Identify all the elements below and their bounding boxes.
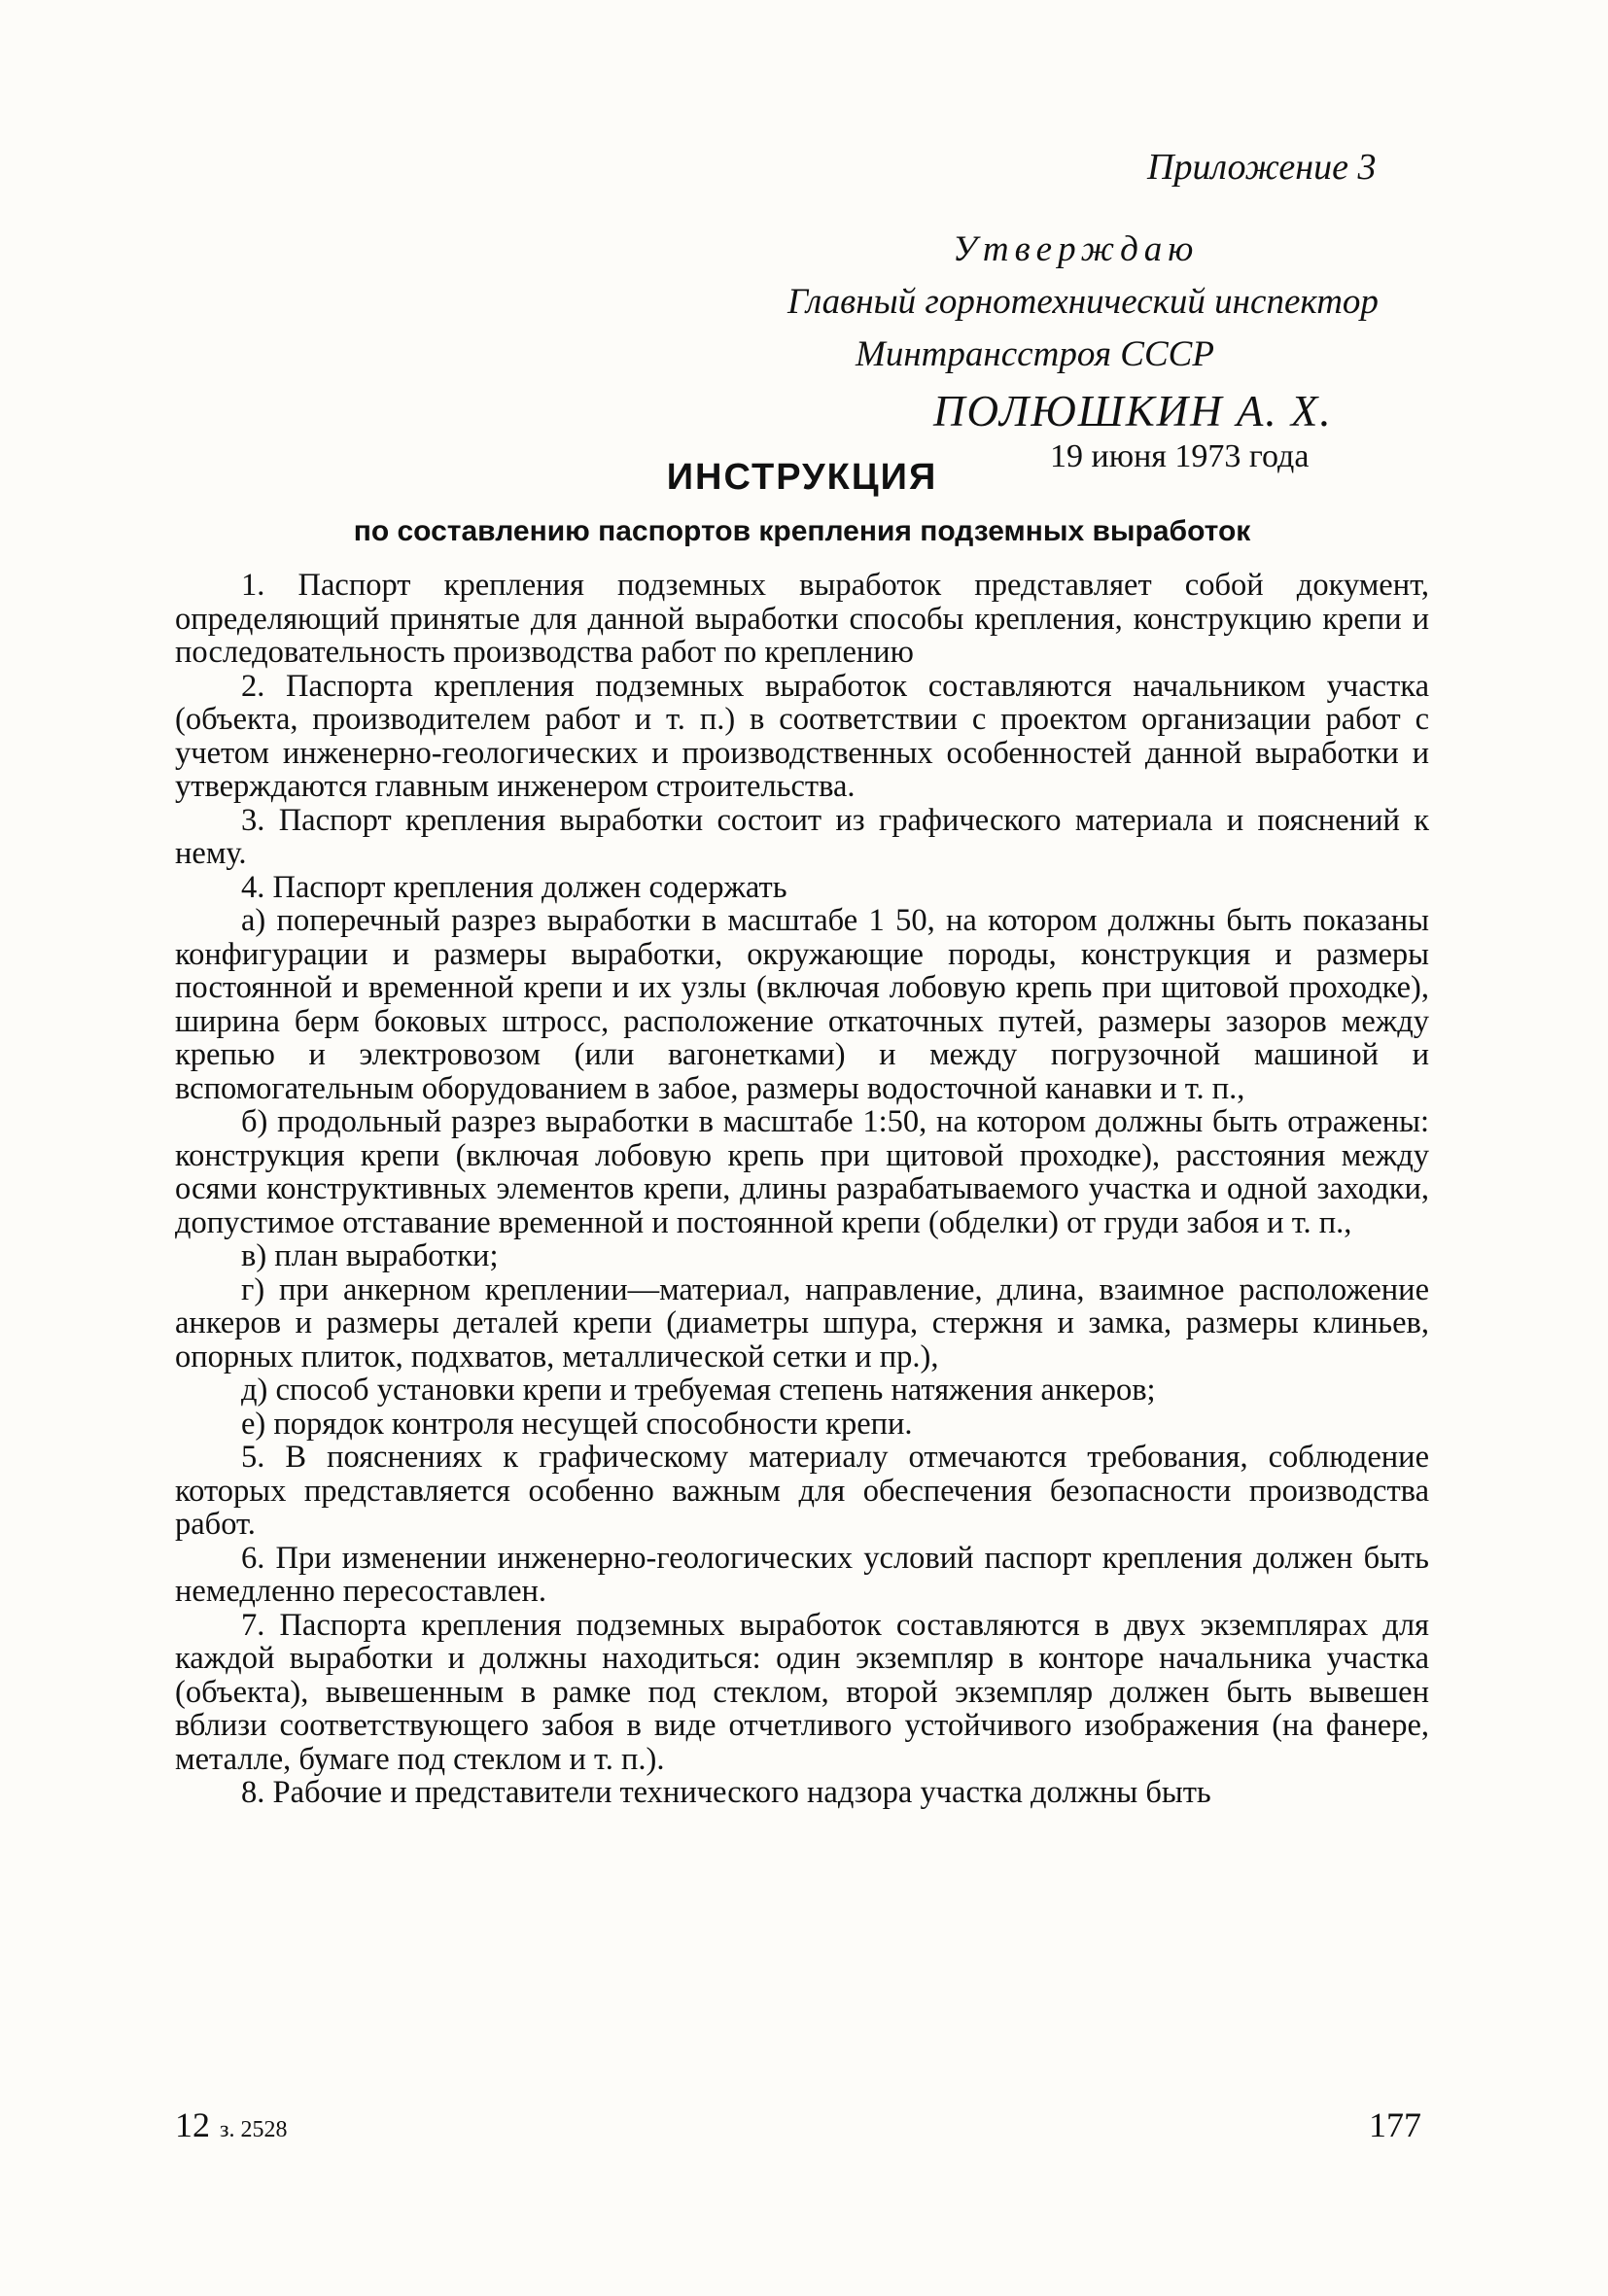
paragraph-4: 4. Паспорт крепления должен содержать — [241, 869, 787, 905]
document-body — [175, 569, 1429, 1810]
paragraph-4e: е) порядок контроля несущей способности крепи. — [241, 1406, 913, 1442]
document-subtitle: по составлению паспортов крепления подземных выработок — [353, 515, 1251, 547]
signature-mark: 12 — [175, 2105, 210, 2144]
approver-position-line1: Главный горнотехнический инспектор — [787, 282, 1379, 322]
approver-position-line2: Минтрансстроя СССР — [856, 334, 1214, 374]
approver-name: ПОЛЮШКИН А. Х. — [933, 387, 1333, 435]
approve-word: Утверждаю — [953, 229, 1200, 269]
order-code: з. 2528 — [220, 2117, 288, 2142]
paragraph-1: 1. Паспорт крепления подземных выработок представляет собой документ, определяющий принятые для данной выработки способы крепления, конструкцию крепи и последовательность производства работ по креплению — [175, 568, 1429, 670]
paragraph-3: 3. Паспорт крепления выработки состоит из графического материала и пояснений к нему. — [175, 802, 1429, 871]
paragraph-4a: а) поперечный разрез выработки в масштабе 1 50, на котором должны быть показаны конфигурации и размеры выработки, окружающие породы, конструкция и размеры постоянной и временной крепи и их узлы (включая лобовую крепь при щитовой проходке), ширина берм боковых штросс, расположение откаточных путей, размеры зазоров между крепью и электровозом (или вагонетками) и между погрузочной машиной и вспомогательным оборудованием в забое, размеры водосточной канавки и т. п., — [175, 903, 1429, 1106]
paragraph-4v: в) план выработки; — [241, 1238, 499, 1273]
paragraph-7: 7. Паспорта крепления подземных выработок составляются в двух экземплярах для каждой выработки и должны находиться: один экземпляр в конторе начальника участка (объекта), вывешенным в рамке под стеклом, второй экземпляр должен быть вывешен вблизи соответствующего забоя в виде отчетливого устойчивого изображения (на фанере, металле, бумаге под стеклом и т. п.). — [175, 1607, 1429, 1777]
paragraph-4g: г) при анкерном креплении—материал, направление, длина, взаимное расположение анкеров и размеры деталей крепи (диаметры шпура, стержня и замка, размеры клиньев, опорных плиток, подхватов, металлической сетки и пр.), — [175, 1271, 1429, 1374]
paragraph-6: 6. При изменении инженерно-геологических условий паспорт крепления должен быть немедленно пересоставлен. — [175, 1540, 1429, 1609]
paragraph-8: 8. Рабочие и представители технического надзора участка должны быть — [241, 1775, 1211, 1810]
approval-block — [778, 228, 1419, 491]
page-number: 177 — [1369, 2105, 1421, 2144]
document-title: ИНСТРУКЦИЯ — [666, 457, 938, 498]
approval-date: 19 июня 1973 года — [1050, 438, 1310, 474]
paragraph-4b: б) продольный разрез выработки в масштабе 1:50, на котором должны быть отражены: конструкция крепи (включая лобовую крепь при щитовой проходке), расстояния между осями конструктивных элементов крепи, длины разрабатываемого участка и одной заходки, допустимое отставание временной и постоянной крепи (обделки) от груди забоя и т. п., — [175, 1104, 1429, 1240]
paragraph-4d: д) способ установки крепи и требуемая степень натяжения анкеров; — [241, 1373, 1156, 1408]
footer-signature — [175, 2105, 287, 2145]
paragraph-5: 5. В пояснениях к графическому материалу отмечаются требования, соблюдение которых представляется особенно важным для обеспечения безопасности производства работ. — [175, 1440, 1429, 1542]
paragraph-2: 2. Паспорта крепления подземных выработок составляются начальником участка (объекта, производителем работ и т. п.) в соответствии с проектом организации работ с учетом инженерно-геологических и производственных особенностей данной выработки и утверждаются главным инженером строительства. — [175, 668, 1429, 804]
appendix-label: Приложение 3 — [1147, 147, 1377, 188]
